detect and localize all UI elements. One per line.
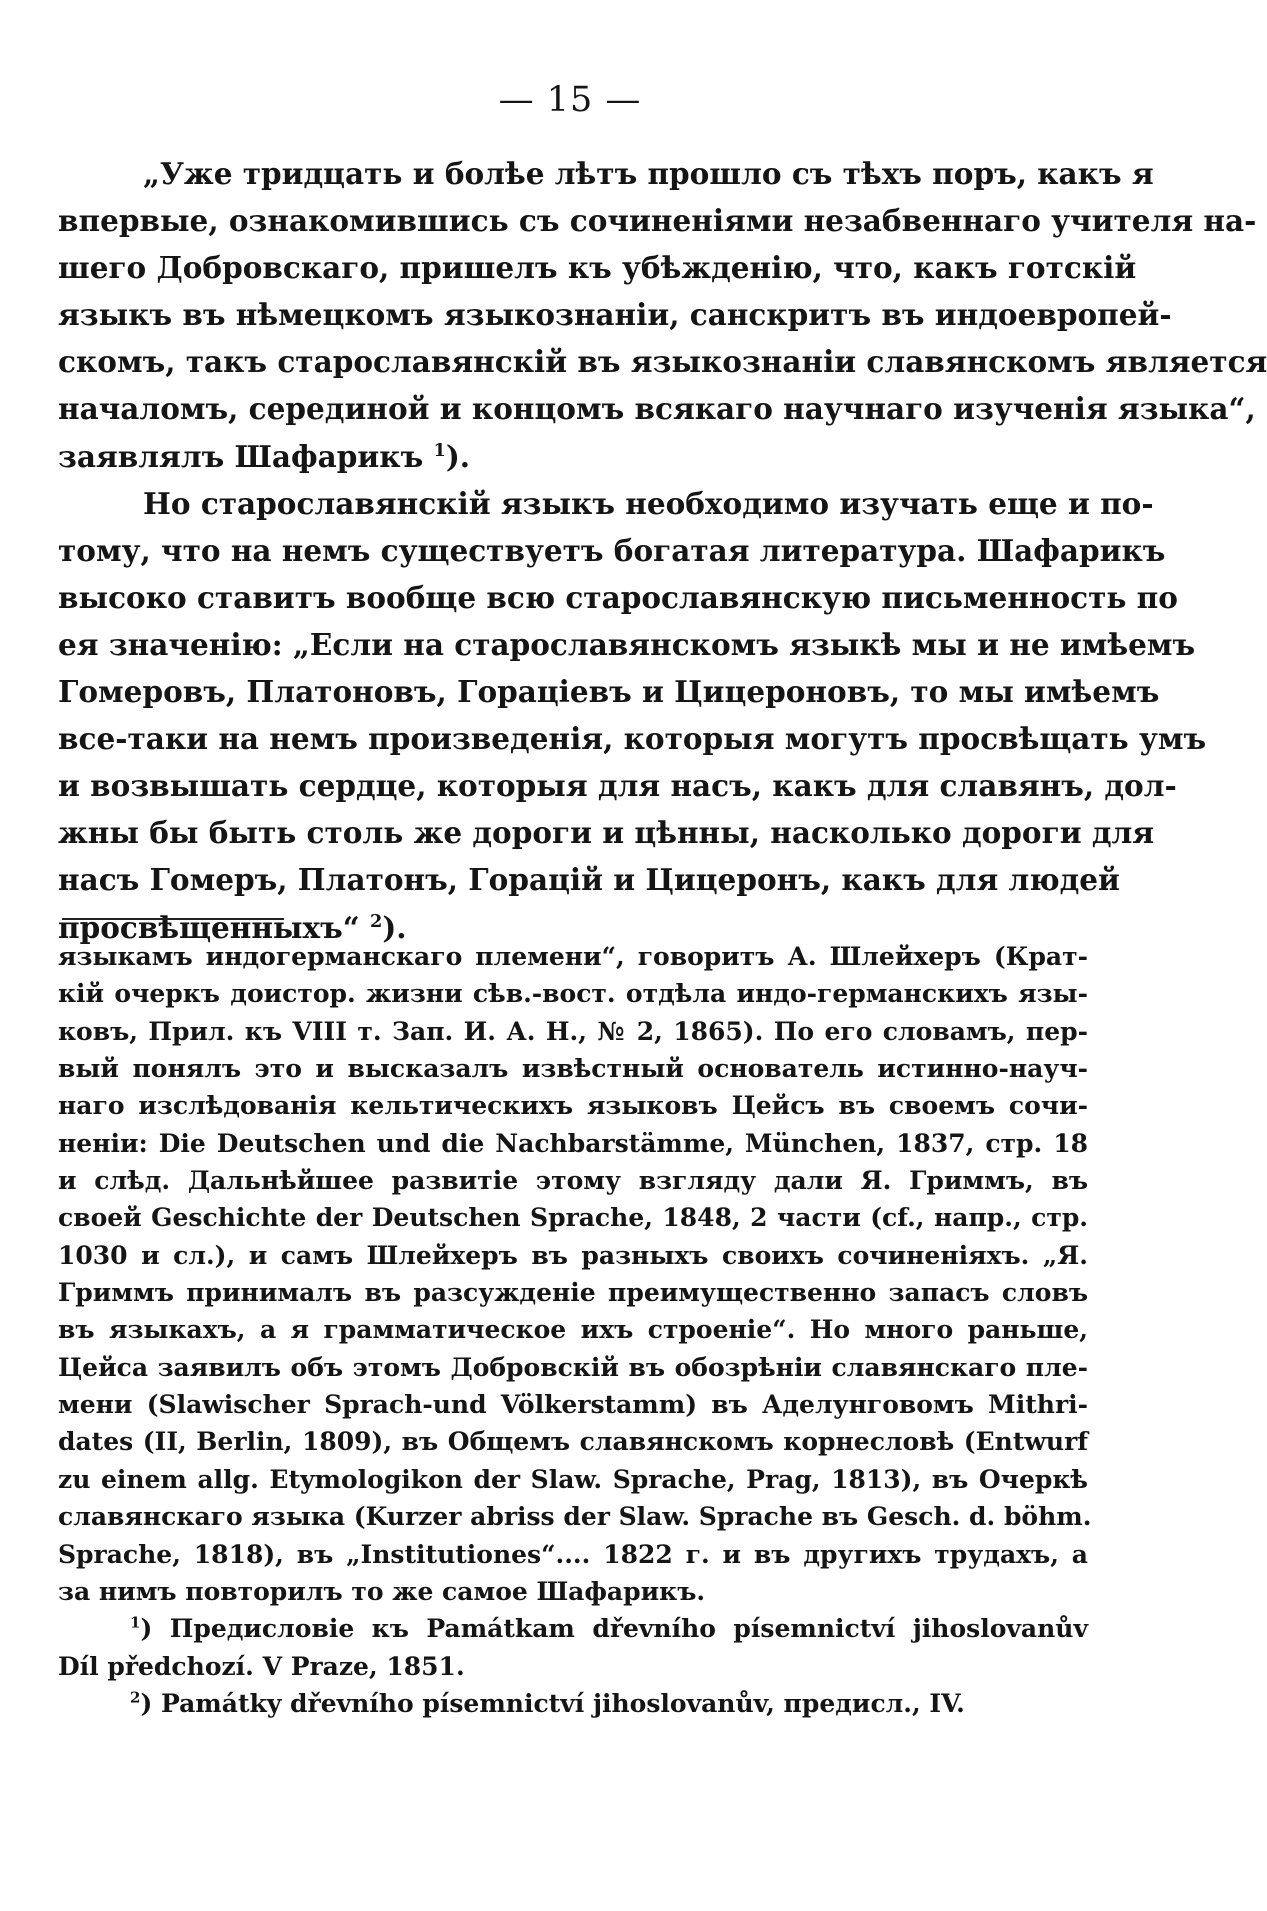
footnote-1 [58, 1610, 1088, 1647]
text-line [58, 433, 1088, 480]
page-number: — 15 — [498, 80, 642, 120]
text-line: языкъ въ нѣмецкомъ языкознаніи, санскритъ въ индоевропей- [58, 297, 1172, 333]
line-text: просвѣщенныхъ“ [58, 909, 360, 945]
text-line: ея значенію: „Если на старославянскомъ языкѣ мы и не имѣемъ [58, 626, 1196, 662]
footnote-line: Sprache, 1818), въ „Institutiones“.... 1822 г. и въ другихъ трудахъ, а [58, 1539, 1088, 1569]
footnote-text: ) Památky dřevního písemnictví jihoslovanův, предисл., IV. [140, 1688, 965, 1718]
footnote-line: Díl předchozí. V Praze, 1851. [58, 1651, 465, 1681]
footnote-line: ковъ, Прил. къ VIII т. Зап. И. А. Н., № 2, 1865). По его словамъ, пер- [58, 1016, 1088, 1046]
text-line: впервые, ознакомившись съ сочиненіями незабвеннаго учителя на- [58, 203, 1257, 239]
footnote-line: zu einem allg. Etymologikon der Slaw. Sprache, Prag, 1813), въ Очеркѣ [58, 1464, 1088, 1494]
line-tail: ). [382, 909, 407, 945]
footnote-line: неніи: Die Deutschen und die Nachbarstämme, München, 1837, стр. 18 [58, 1128, 1088, 1158]
footnote-line: dates (II, Berlin, 1809), въ Общемъ славянскомъ корнесловѣ (Entwurf [58, 1427, 1088, 1457]
footnote-line: славянскаго языка (Kurzer abriss der Slaw. Sprache въ Gesch. d. böhm. [58, 1502, 1092, 1532]
footnote-line: наго изслѣдованія кельтическихъ языковъ Цейсъ въ своемъ сочи- [58, 1091, 1088, 1121]
footnote-line: вый понялъ это и высказалъ извѣстный основатель истинно-науч- [58, 1054, 1088, 1084]
paragraph [58, 150, 1267, 480]
text-line: и возвышать сердце, которыя для насъ, какъ для славянъ, дол- [58, 768, 1177, 804]
footnote-divider [62, 918, 284, 920]
footnote-ref: 2 [370, 910, 383, 932]
main-text [58, 150, 1267, 951]
footnote-line: и слѣд. Дальнѣйшее развитіе этому взгляду дали Я. Гриммъ, въ [58, 1166, 1088, 1196]
text-line: все-таки на немъ произведенія, которыя могутъ просвѣщать умъ [58, 721, 1207, 757]
paragraph [58, 480, 1207, 951]
text-line: тому, что на немъ существуетъ богатая литература. Шафарикъ [58, 532, 1166, 568]
footnote-line: мени (Slawischer Sprach-und Völkerstamm) въ Аделунговомъ Mithri- [58, 1390, 1088, 1420]
footnote-line: языкамъ индогерманскаго племени“, говоритъ А. Шлейхеръ (Крат- [58, 942, 1088, 971]
footnote-mark: 2 [130, 1688, 141, 1707]
footnote-line: своей Geschichte der Deutschen Sprache, 1848, 2 части (cf., напр., стр. [58, 1203, 1088, 1233]
text-line: Гомеровъ, Платоновъ, Горацiевъ и Цицероновъ, то мы имѣемъ [58, 674, 1160, 710]
footnote-line: въ языкахъ, а я грамматическое ихъ строеніе“. Но много раньше, [58, 1315, 1088, 1345]
footnote-line: Гриммъ принималъ въ разсужденіе преимущественно запасъ словъ [58, 1278, 1088, 1308]
footnote-line: Цейса заявилъ объ этомъ Добровскій въ обозрѣніи славянскаго пле- [58, 1352, 1088, 1382]
line-text: заявлялъ Шафарикъ [58, 438, 424, 474]
footnote-2 [58, 1685, 1088, 1722]
footnote-line: кій очеркъ доистор. жизни сѣв.-вост. отдѣла индо-германскихъ язы- [58, 979, 1088, 1009]
text-line: жны бы быть столь же дороги и цѣнны, насколько дороги для [58, 815, 1155, 851]
footnote-line: 1030 и сл.), и самъ Шлейхеръ въ разныхъ своихъ сочиненіяхъ. „Я. [58, 1240, 1088, 1270]
text-line: высоко ставитъ вообще всю старославянскую письменность по [58, 579, 1178, 615]
text-line: „Уже тридцать и болѣе лѣтъ прошло съ тѣхъ поръ, какъ я [143, 156, 1154, 191]
footnote-ref: 1 [433, 439, 446, 461]
text-line: насъ Гомеръ, Платонъ, Горацій и Цицеронъ, какъ для людей [58, 862, 1120, 898]
text-line: шего Добровскаго, пришелъ къ убѣжденію, что, какъ готскій [58, 250, 1137, 286]
footnote-mark: 1 [130, 1613, 141, 1632]
text-line: началомъ, серединой и концомъ всякаго научнаго изученія языка“, [58, 391, 1256, 427]
footnote-line: за нимъ повторилъ то же самое Шафарикъ. [58, 1576, 706, 1606]
footnotes [58, 938, 1092, 1722]
text-line: скомъ, такъ старославянскій въ языкознаніи славянскомъ является [58, 344, 1267, 380]
text-line: Но старославянскій языкъ необходимо изучать еще и по- [143, 485, 1154, 521]
line-tail: ). [445, 438, 471, 474]
footnote-text: ) Предисловіе къ Památkam dřevního písemnictví jihoslovanův [140, 1614, 1088, 1644]
